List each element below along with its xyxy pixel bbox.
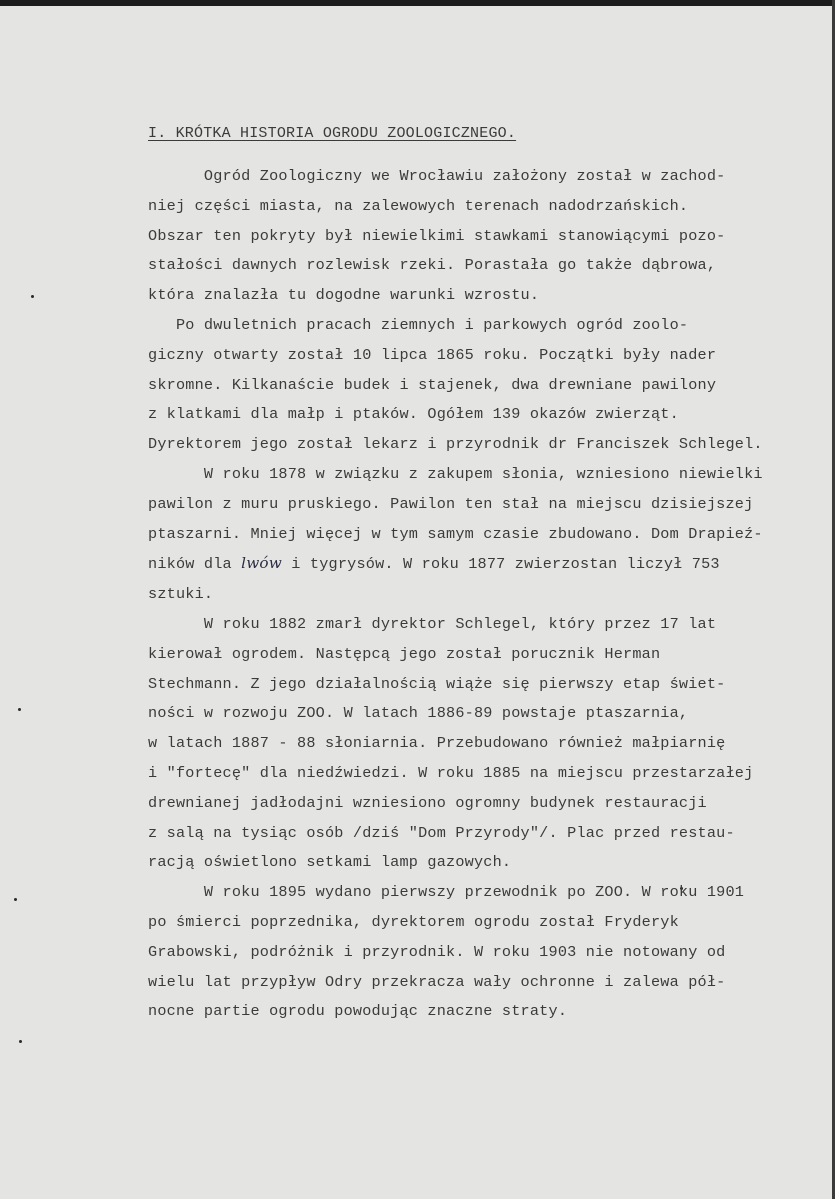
text-line: Stechmann. Z jego działalnością wiąże się pierwszy etap świet-	[148, 674, 726, 693]
margin-speck	[18, 708, 21, 711]
text-line: nocne partie ogrodu powodując znaczne straty.	[148, 1002, 568, 1021]
paragraph-founding	[148, 162, 798, 311]
text-line-with-handwriting	[148, 549, 798, 580]
margin-speck	[31, 295, 34, 298]
page-heading: I. KRÓTKA HISTORIA OGRODU ZOOLOGICZNEGO.	[148, 125, 517, 142]
text-line: i "fortecę" dla niedźwiedzi. W roku 1885 na miejscu przestarzałej	[148, 763, 754, 782]
text-line: ptaszarni. Mniej więcej w tym samym czasie zbudowano. Dom Drapieź-	[148, 524, 763, 543]
text-line: niej części miasta, na zalewowych terenach nadodrzańskich.	[148, 196, 689, 215]
text-line: Ogród Zoologiczny we Wrocławiu założony został w zachod-	[148, 167, 726, 185]
typed-text-body	[148, 118, 798, 1027]
text-line: po śmierci poprzednika, dyrektorem ogrodu został Fryderyk	[148, 912, 679, 931]
scan-border-top	[0, 0, 835, 6]
text-line: ności w rozwoju ZOO. W latach 1886-89 powstaje ptaszarnia,	[148, 704, 689, 723]
handwritten-correction: lwów	[241, 554, 282, 573]
margin-speck	[14, 898, 17, 901]
text-line: Dyrektorem jego został lekarz i przyrodnik dr Franciszek Schlegel.	[148, 435, 763, 454]
text-line: W roku 1882 zmarł dyrektor Schlegel, który przez 17 lat	[148, 614, 717, 633]
text-line: sztuki.	[148, 585, 214, 604]
margin-speck	[19, 1040, 22, 1043]
text-line: która znalazła tu dogodne warunki wzrostu.	[148, 286, 540, 305]
text-line: W roku 1878 w związku z zakupem słonia, wzniesiono niewielki	[148, 464, 763, 483]
text-fragment: ników dla	[148, 555, 242, 574]
text-fragment: i tygrysów. W roku 1877 zwierzostan liczył 753	[281, 555, 720, 574]
text-line: giczny otwarty został 10 lipca 1865 roku. Początki były nader	[148, 345, 717, 364]
text-line: Grabowski, podróżnik i przyrodnik. W roku 1903 nie notowany od	[148, 942, 726, 961]
paragraph-grabowski	[148, 878, 798, 1027]
text-line: stałości dawnych rozlewisk rzeki. Porastała go także dąbrowa,	[148, 256, 717, 275]
paragraph-opening	[148, 311, 798, 610]
text-line: Po dwuletnich pracach ziemnych i parkowych ogród zoolo-	[148, 315, 689, 334]
text-line: skromne. Kilkanaście budek i stajenek, dwa drewniane pawilony	[148, 375, 717, 394]
text-line: z salą na tysiąc osób /dziś "Dom Przyrody"/. Plac przed restau-	[148, 823, 735, 842]
text-line: racją oświetlono setkami lamp gazowych.	[148, 853, 512, 872]
text-line: Obszar ten pokryty był niewielkimi stawkami stanowiącymi pozo-	[148, 226, 726, 245]
text-line: W roku 1895 wydano pierwszy przewodnik po ZOO. W roku 1901	[148, 883, 745, 902]
text-line: wielu lat przypływ Odry przekracza wały ochronne i zalewa pół-	[148, 972, 726, 991]
text-line: drewnianej jadłodajni wzniesiono ogromny budynek restauracji	[148, 793, 707, 812]
text-line: w latach 1887 - 88 słoniarnia. Przebudowano również małpiarnię	[148, 734, 726, 753]
text-line: pawilon z muru pruskiego. Pawilon ten stał na miejscu dzisiejszej	[148, 494, 754, 513]
text-line: z klatkami dla małp i ptaków. Ogółem 139 okazów zwierząt.	[148, 405, 679, 424]
text-line: kierował ogrodem. Następcą jego został porucznik Herman	[148, 644, 661, 663]
paragraph-stechmann	[148, 610, 798, 878]
